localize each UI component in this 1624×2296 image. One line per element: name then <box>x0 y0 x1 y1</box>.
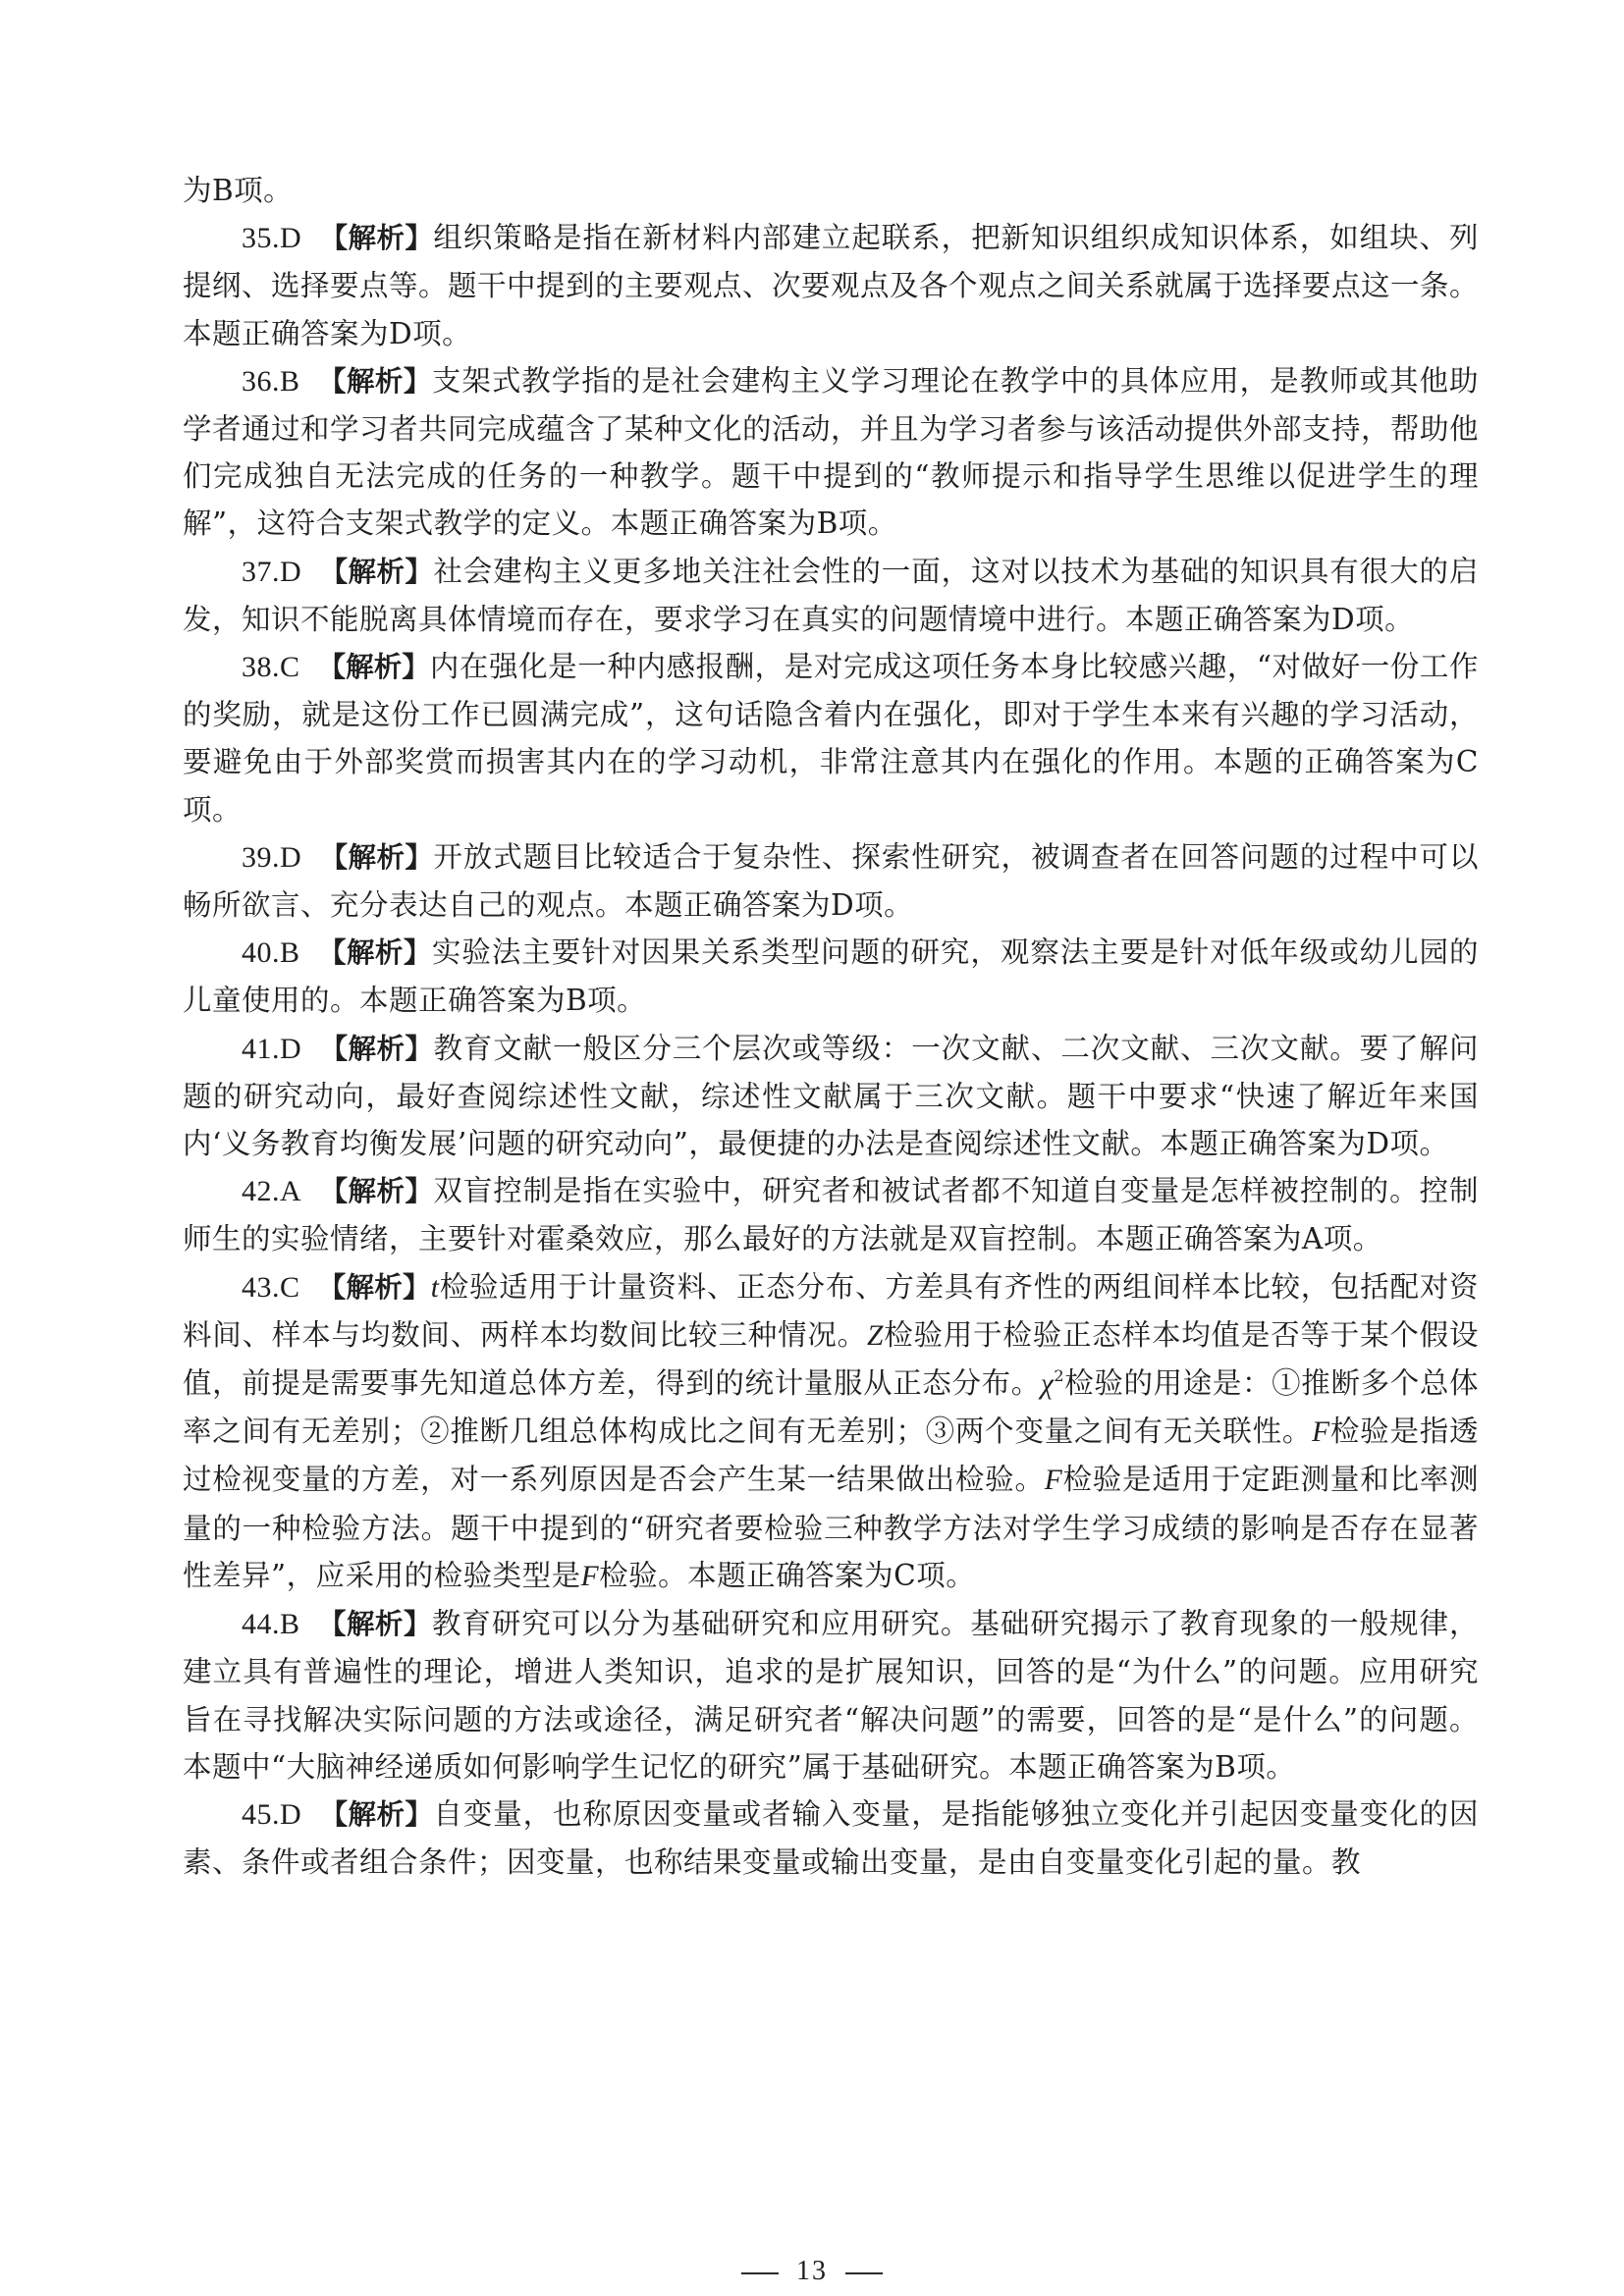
question-number: 37.D <box>242 555 302 588</box>
analysis-text: 自变量，也称原因变量或者输入变量，是指能够独立变化并引起因变量变化的因素、条件或者组合条件；因变量，也称结果变量或输出变量，是由自变量变化引起的量。教 <box>183 1796 1479 1880</box>
analysis-tag: 【解析】 <box>319 1797 434 1831</box>
analysis-tag: 【解析】 <box>317 936 432 970</box>
question-number: 44.B <box>242 1608 300 1641</box>
question-number: 45.D <box>242 1797 302 1831</box>
analysis-tag: 【解析】 <box>319 1175 434 1208</box>
superscript-2: 2 <box>1054 1366 1065 1386</box>
question-number: 41.D <box>242 1032 302 1065</box>
footer-dash-left <box>741 2272 779 2274</box>
analysis-text: 实验法主要针对因果关系类型问题的研究，观察法主要是针对低年级或幼儿园的儿童使用的。本题正确答案为B项。 <box>183 935 1479 1018</box>
analysis-text-c: 检验的用途是：①推断多个总体率之间有无差别；②推断几组总体构成比之间有无差别；③两个变量之间有无关联性。 <box>183 1366 1479 1449</box>
analysis-text: 内在强化是一种内感报酬，是对完成这项任务本身比较感兴趣，“对做好一份工作的奖励，就是这份工作已圆满完成”，这句话隐含着内在强化，即对于学生本来有兴趣的学习活动，要避免由于外部奖赏而损害其内在的学习动机，非常注意其内在强化的作用。本题的正确答案为C项。 <box>183 650 1479 827</box>
analysis-tag: 【解析】 <box>319 1032 434 1065</box>
symbol-chi: χ <box>1040 1368 1055 1401</box>
analysis-tag: 【解析】 <box>319 222 434 255</box>
analysis-tag: 【解析】 <box>317 364 432 398</box>
answer-41 <box>183 1025 1479 1168</box>
answer-38 <box>183 643 1479 833</box>
answer-36 <box>183 357 1479 548</box>
question-number: 38.C <box>242 651 300 684</box>
analysis-text: 组织策略是指在新材料内部建立起联系，把新知识组织成知识体系，如组块、列提纲、选择要点等。题干中提到的主要观点、次要观点及各个观点之间关系就属于选择要点这一条。本题正确答案为D项。 <box>183 221 1480 350</box>
answer-39 <box>183 833 1479 929</box>
analysis-tag: 【解析】 <box>317 651 430 684</box>
answer-37 <box>183 548 1479 643</box>
answer-35 <box>183 214 1479 357</box>
answer-42 <box>183 1167 1479 1262</box>
question-number: 42.A <box>242 1175 302 1208</box>
symbol-f: F <box>1312 1416 1330 1449</box>
analysis-text-b: 检验用于检验正态样本均值是否等于某个假设值，前提是需要事先知道总体方差，得到的统计量服从正态分布。 <box>183 1317 1479 1401</box>
analysis-tag: 【解析】 <box>317 1270 431 1304</box>
footer-dash-right <box>845 2272 883 2274</box>
question-number: 36.B <box>242 364 300 398</box>
symbol-z: Z <box>866 1319 884 1352</box>
question-number: 35.D <box>242 222 302 255</box>
question-number: 39.D <box>242 840 302 874</box>
analysis-tag: 【解析】 <box>319 840 434 874</box>
analysis-text-d: 检验是指透过检视变量的方差，对一系列原因是否会产生某一结果做出检验。 <box>183 1415 1479 1497</box>
analysis-tag: 【解析】 <box>319 555 434 588</box>
analysis-tag: 【解析】 <box>317 1608 432 1641</box>
answer-43 <box>183 1263 1479 1600</box>
analysis-text-a: 检验适用于计量资料、正态分布、方差具有齐性的两组间样本比较，包括配对资料间、样本与均数间、两样本均数间比较三种情况。 <box>183 1269 1479 1352</box>
answer-44 <box>183 1600 1479 1790</box>
analysis-text: 开放式题目比较适合于复杂性、探索性研究，被调查者在回答问题的过程中可以畅所欲言、充分表达自己的观点。本题正确答案为D项。 <box>183 839 1479 923</box>
document-body <box>183 167 1479 1886</box>
question-number: 40.B <box>242 936 300 970</box>
answer-45 <box>183 1790 1479 1886</box>
page-footer <box>0 2256 1624 2287</box>
analysis-text-e: 检验是适用于定距测量和比率测量的一种检验方法。题干中提到的“研究者要检验三种教学方法对学生学习成绩的影响是否存在显著性差异”，应采用的检验类型是 <box>183 1463 1479 1592</box>
question-number: 43.C <box>242 1270 300 1304</box>
analysis-text: 支架式教学指的是社会建构主义学习理论在教学中的具体应用，是教师或其他助学者通过和学习者共同完成蕴含了某种文化的活动，并且为学习者参与该活动提供外部支持，帮助他们完成独自无法完成的任务的一种教学。题干中提到的“教师提示和指导学生思维以促进学生的理解”，这符合支架式教学的定义。本题正确答案为B项。 <box>183 363 1480 541</box>
symbol-f: F <box>580 1560 600 1592</box>
analysis-text: 社会建构主义更多地关注社会性的一面，这对以技术为基础的知识具有很大的启发，知识不能脱离具体情境而存在，要求学习在真实的问题情境中进行。本题正确答案为D项。 <box>183 554 1479 636</box>
symbol-t: t <box>430 1271 440 1304</box>
symbol-f: F <box>1044 1465 1063 1497</box>
answer-40 <box>183 929 1479 1024</box>
analysis-text: 教育研究可以分为基础研究和应用研究。基础研究揭示了教育现象的一般规律，建立具有普遍性的理论，增进人类知识，追求的是扩展知识，回答的是“为什么”的问题。应用研究旨在寻找解决实际问题的方法或途径，满足研究者“解决问题”的需要，回答的是“是什么”的问题。本题中“大脑神经递质如何影响学生记忆的研究”属于基础研究。本题正确答案为B项。 <box>183 1607 1479 1784</box>
analysis-text-f: 检验。本题正确答案为C项。 <box>599 1558 976 1592</box>
analysis-text: 双盲控制是指在实验中，研究者和被试者都不知道自变量是怎样被控制的。控制师生的实验情绪，主要针对霍桑效应，那么最好的方法就是双盲控制。本题正确答案为A项。 <box>183 1174 1479 1256</box>
analysis-text: 教育文献一般区分三个层次或等级：一次文献、二次文献、三次文献。要了解问题的研究动向，最好查阅综述性文献，综述性文献属于三次文献。题干中要求“快速了解近年来国内‘义务教育均衡发展’问题的研究动向”，最便捷的办法是查阅综述性文献。本题正确答案为D项。 <box>183 1031 1479 1161</box>
page-number: 13 <box>796 2256 828 2286</box>
continuation-text: 为B项。 <box>183 174 294 207</box>
